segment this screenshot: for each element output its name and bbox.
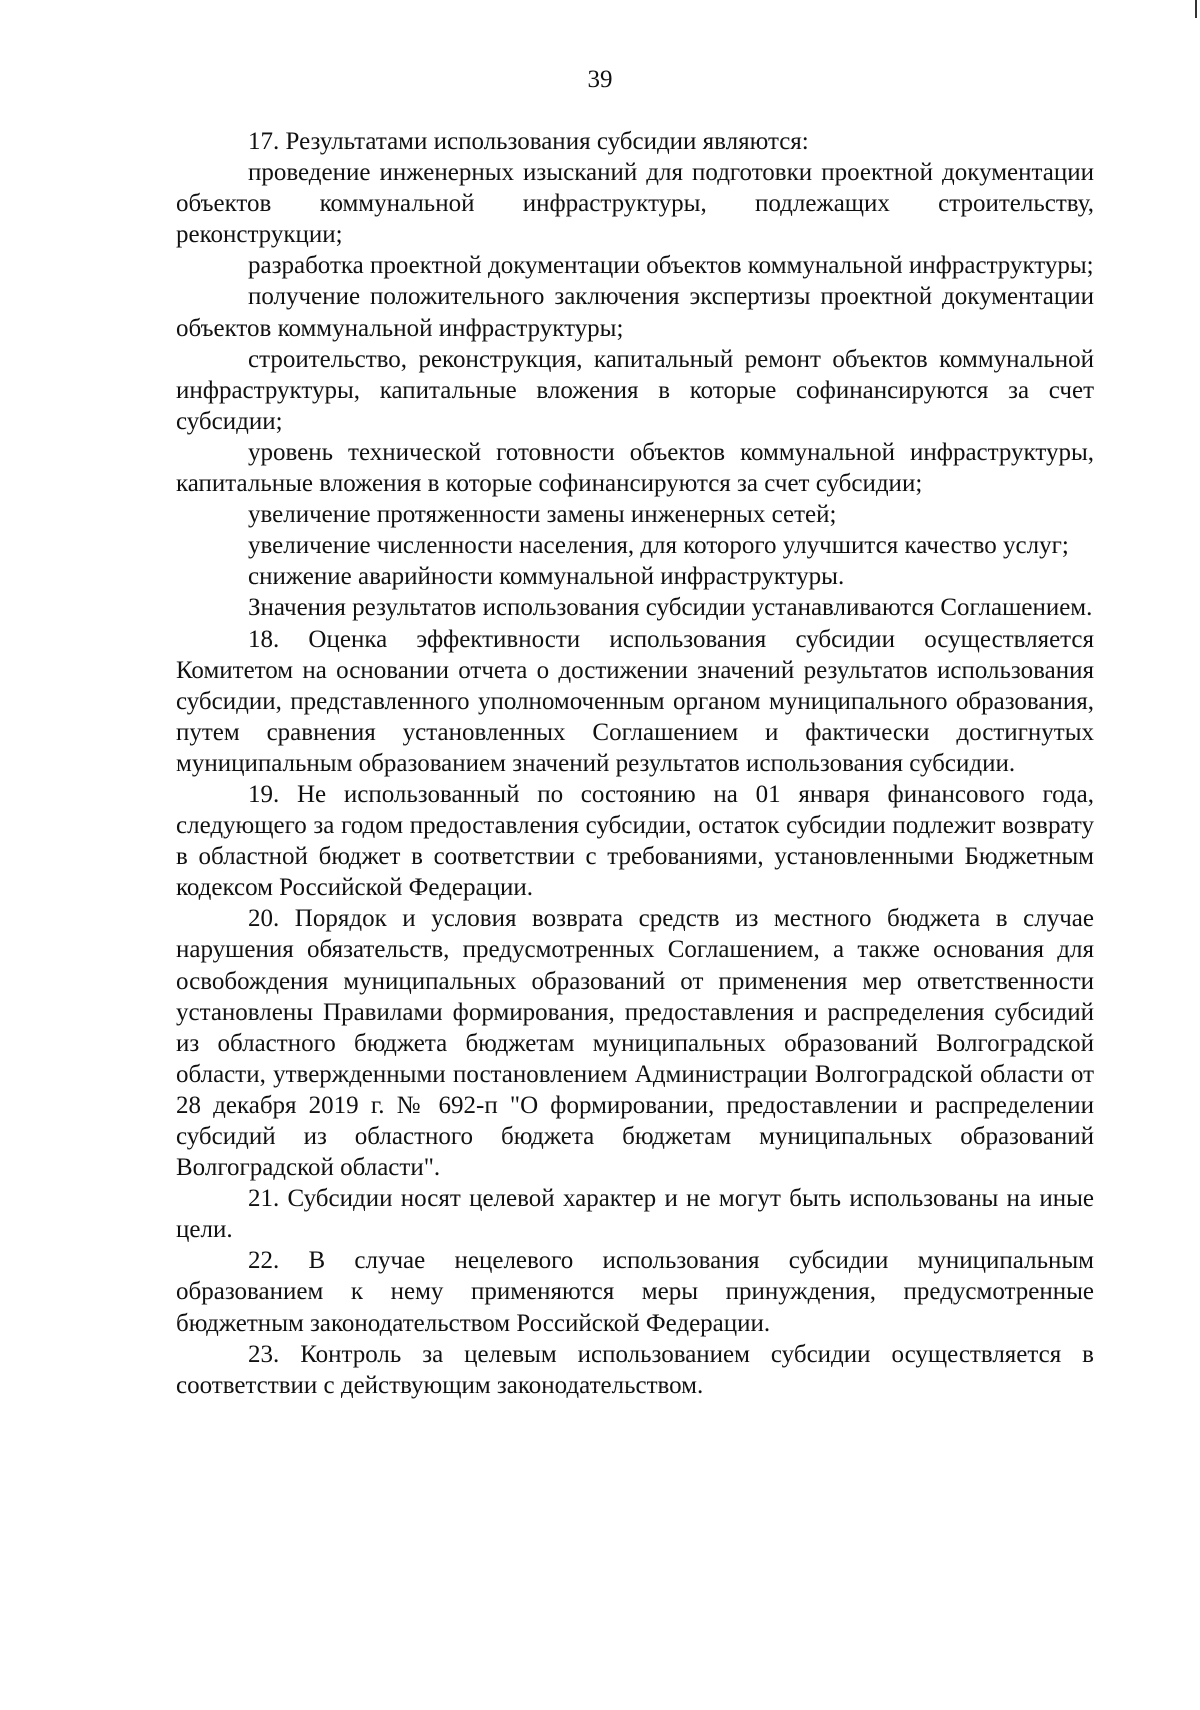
list-item-accident-reduction: снижение аварийности коммунальной инфраструктуры. — [248, 563, 845, 591]
document-body — [176, 126, 1094, 1401]
paragraph-23: 23. Контроль за целевым использованием субсидии осуществляется в соответствии с действующим законодательством. — [176, 1340, 1094, 1399]
list-item-network-replacement: увеличение протяженности замены инженерных сетей; — [248, 501, 837, 529]
paragraph-results-values: Значения результатов использования субсидии устанавливаются Соглашением. — [248, 594, 1093, 622]
list-item-technical-readiness: уровень технической готовности объектов коммунальной инфраструктуры, капитальные вложения в которые софинансируются за счет субсидии; — [176, 438, 1094, 498]
list-item-expert-review: получение положительного заключения экспертизы проектной документации объектов коммунальной инфраструктуры; — [176, 283, 1094, 342]
page-number: 39 — [587, 66, 613, 93]
paragraph-17-heading: 17. Результатами использования субсидии являются: — [248, 128, 809, 155]
paragraph-21: 21. Субсидии носят целевой характер и не могут быть использованы на иные цели. — [176, 1185, 1094, 1244]
paragraph-18: 18. Оценка эффективности использования субсидии осуществляется Комитетом на основании отчета о достижении значений результатов использования субсидии, представленного уполномоченным органом муниципального образования, путем сравнения установленных Соглашением и фактически достигнутых муниципальным образованием значений результатов использования субсидии. — [176, 625, 1094, 777]
list-item-engineering-surveys: проведение инженерных изысканий для подготовки проектной документации объектов коммунальной инфраструктуры, подлежащих строительству, реконструкции; — [176, 159, 1094, 249]
list-item-construction: строительство, реконструкция, капитальный ремонт объектов коммунальной инфраструктуры, капитальные вложения в которые софинансируются за счет субсидии; — [176, 345, 1094, 435]
paragraph-20: 20. Порядок и условия возврата средств из местного бюджета в случае нарушения обязательств, предусмотренных Соглашением, а также основания для освобождения муниципальных образований от применения мер ответственности установлены Правилами формирования, предоставления и распределения субсидий из областного бюджета бюджетам муниципальных образований Волгоградской области, утвержденными постановлением Администрации Волгоградской области от 28 декабря 2019 г. № 692-п "О формировании, предоставлении и распределении субсидий из областного бюджета бюджетам муниципальных образований Волгоградской области". — [176, 905, 1094, 1182]
scan-edge-mark — [1195, 0, 1197, 18]
paragraph-22: 22. В случае нецелевого использования субсидии муниципальным образованием к нему применяются меры принуждения, предусмотренные бюджетным законодательством Российской Федерации. — [176, 1247, 1094, 1337]
list-item-population-quality: увеличение численности населения, для которого улучшится качество услуг; — [248, 532, 1069, 560]
paragraph-19: 19. Не использованный по состоянию на 01 января финансового года, следующего за годом предоставления субсидии, остаток субсидии подлежит возврату в областной бюджет в соответствии с требованиями, установленными Бюджетным кодексом Российской Федерации. — [176, 780, 1094, 902]
list-item-project-documentation: разработка проектной документации объектов коммунальной инфраструктуры; — [248, 252, 1094, 280]
